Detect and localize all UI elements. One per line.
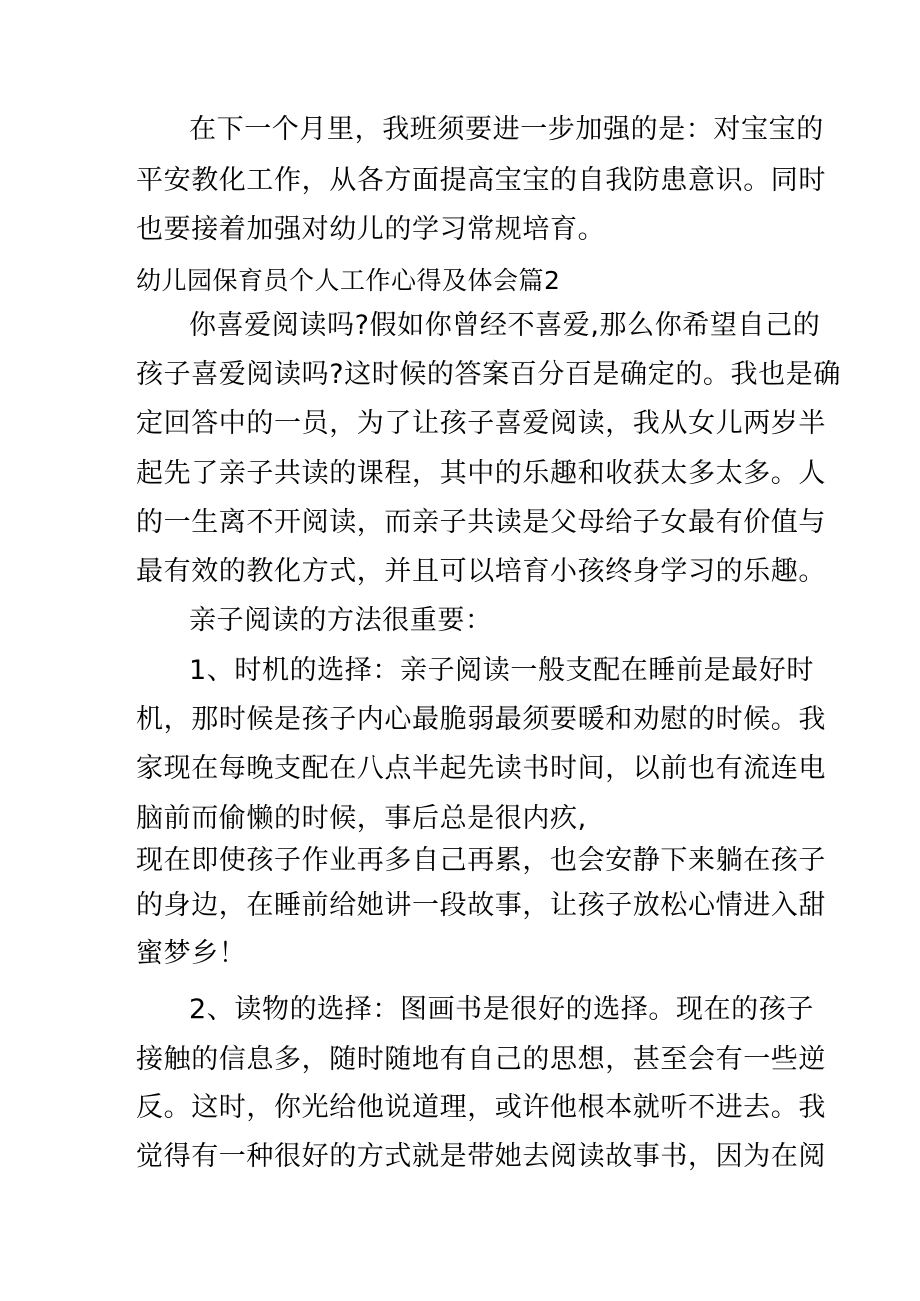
text-line: 孩子喜爱阅读吗?这时候的答案百分百是确定的。我也是确: [136, 359, 841, 390]
text-line: 你喜爱阅读吗?假如你曾经不喜爱,那么你希望自己的: [189, 310, 821, 341]
section-heading: 幼儿园保育员个人工作心得及体会篇2: [136, 266, 561, 295]
text-line: 2、读物的选择：图画书是很好的选择。现在的孩子: [189, 994, 814, 1025]
text-line: 现在即使孩子作业再多自己再累，也会安静下来躺在孩子: [136, 845, 826, 876]
text-line: 接触的信息多，随时随地有自己的思想，甚至会有一些逆: [136, 1044, 826, 1075]
text-line: 起先了亲子共读的课程，其中的乐趣和收获太多太多。人: [136, 458, 826, 489]
text-line: 最有效的教化方式，并且可以培育小孩终身学习的乐趣。: [136, 556, 826, 587]
text-line: 在下一个月里，我班须要进一步加强的是：对宝宝的: [189, 114, 824, 145]
text-line: 也要接着加强对幼儿的学习常规培育。: [136, 214, 606, 245]
text-line: 亲子阅读的方法很重要：: [189, 605, 493, 636]
text-line: 的一生离不开阅读，而亲子共读是父母给子女最有价值与: [136, 507, 826, 538]
text-line: 的身边，在睡前给她讲一段故事，让孩子放松心情进入甜: [136, 890, 826, 921]
text-line: 家现在每晚支配在八点半起先读书时间，以前也有流连电: [136, 753, 826, 784]
text-line: 反。这时，你光给他说道理，或许他根本就听不进去。我: [136, 1092, 826, 1123]
text-line: 平安教化工作，从各方面提高宝宝的自我防患意识。同时: [136, 165, 826, 196]
text-line: 觉得有一种很好的方式就是带她去阅读故事书，因为在阅: [136, 1141, 826, 1172]
text-line: 定回答中的一员，为了让孩子喜爱阅读，我从女儿两岁半: [136, 408, 826, 439]
text-line: 1、时机的选择：亲子阅读一般支配在睡前是最好时: [189, 655, 814, 686]
text-line: 脑前而偷懒的时候，事后总是很内疚,: [136, 803, 587, 834]
text-line: 蜜梦乡！: [136, 938, 247, 969]
text-line: 机，那时候是孩子内心最脆弱最须要暖和劝慰的时候。我: [136, 704, 826, 735]
